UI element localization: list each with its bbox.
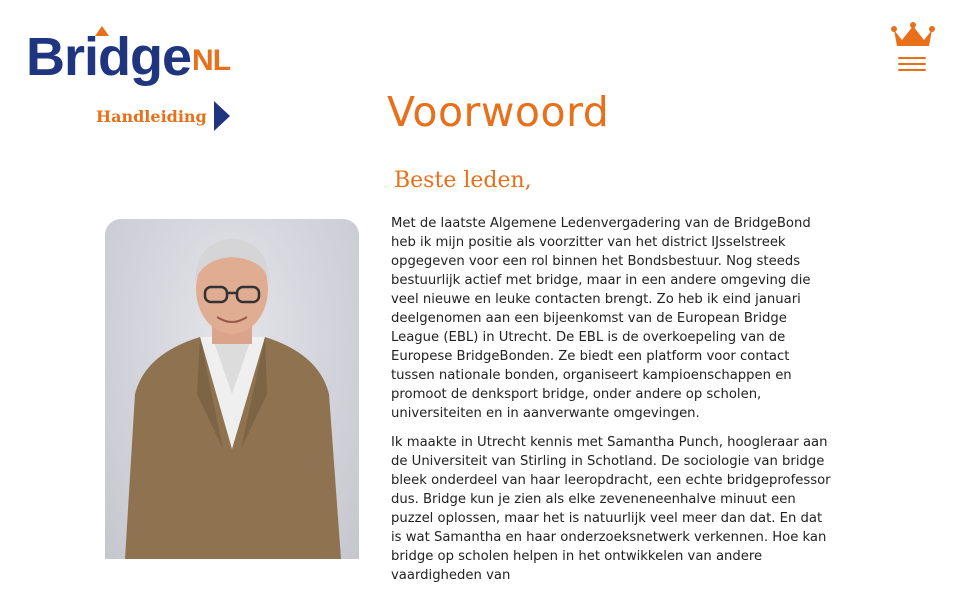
author-portrait	[105, 219, 359, 559]
hamburger-menu-icon[interactable]	[898, 57, 926, 73]
menu-line	[898, 57, 926, 59]
article-paragraph-2: Ik maakte in Utrecht kennis met Samantha Punch, hoogleraar aan de Universiteit van Stirling in Schotland. De sociologie van bridge bleek onderdeel van haar leeropdracht, een echte bridgeprofessor dus. Bridge kun je zien als elke zeveneneenhalve minuut een puzzel oplossen, maar het is natuurlijk veel meer dan dat. En dat is wat Samantha en haar onderzoeksnetwerk verkennen. Hoe kan bridge op scholen helpen in het ontwikkelen van andere vaardigheden van	[391, 435, 831, 583]
logo-accent-icon	[95, 26, 109, 36]
page-title: Voorwoord	[387, 88, 610, 136]
menu-line	[898, 63, 926, 65]
article-paragraph-1: Met de laatste Algemene Ledenvergadering van de BridgeBond heb ik mijn positie als voorzitter van het district IJsselstreek opgegeven voor een rol binnen het Bondsbestuur. Nog steeds bestuurlijk actief met bridge, maar in een andere omgeving die veel nieuwe en leuke contacten brengt. Zo heb ik eind januari deelgenomen aan een bijeenkomst van de European Bridge League (EBL) in Utrecht. De EBL is de overkoepeling van de Europese BridgeBonden. Ze biedt een platform voor contact tussen nationale bonden, organiseert kampioenschappen en promoot de denksport bridge, onder andere op scholen, universiteiten en in aanverwante omgevingen.	[391, 216, 811, 421]
manual-link[interactable]	[96, 100, 230, 132]
bridgenl-logo[interactable]	[26, 26, 236, 87]
logo-wordmark: Bridge	[26, 27, 192, 87]
greeting-heading: Beste leden,	[394, 168, 532, 193]
manual-link-label: Handleiding	[96, 106, 207, 126]
logo-suffix: NL	[192, 44, 231, 77]
article-body	[391, 214, 831, 595]
menu-line	[898, 69, 926, 71]
arrow-right-icon	[214, 101, 230, 131]
